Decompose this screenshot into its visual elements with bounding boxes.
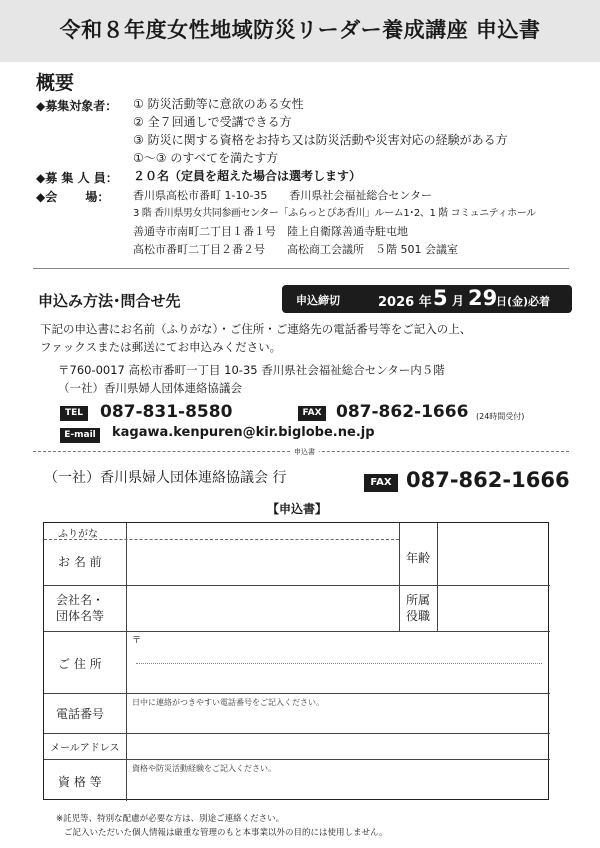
deadline-box <box>282 285 572 313</box>
address-line: 〒760-0017 高松市番町一丁目 10-35 香川県社会福祉総合センター内５階 <box>58 363 445 377</box>
phone-hint: 日中に連絡がつきやすい電話番号をご記入ください。 <box>132 698 324 707</box>
deadline-day-label: 日(金)必着 <box>496 295 551 308</box>
qualification-hint: 資格や防災活動経験をご記入ください。 <box>132 764 276 773</box>
deadline-year: 2026 年 <box>378 295 432 310</box>
grid-line <box>437 523 438 631</box>
venue-line: 3 階 香川県男女共同参画センター「ふらっとぴあ香川」ルーム1･2、1 階 コミュニティホール <box>133 208 536 219</box>
address-label: ご 住 所 <box>58 657 102 671</box>
name-label: お 名 前 <box>58 555 102 569</box>
fax-number: 087-862-1666 <box>336 402 469 422</box>
qualification-input[interactable] <box>128 760 548 800</box>
recipient: （一社）香川県婦人団体連絡協議会 行 <box>44 470 287 486</box>
venue-line: 高松市番町二丁目２番２号 高松商工会議所 ５階 501 会議室 <box>133 243 458 256</box>
deadline-month-label: 月 <box>452 294 465 308</box>
furigana-label: ふりがな <box>58 529 98 540</box>
target-item: ①～③ のすべてを満たす方 <box>133 151 279 165</box>
form-fax-number: 087-862-1666 <box>406 468 570 492</box>
fax-note: (24時間受付) <box>476 412 525 421</box>
phone-label: 電話番号 <box>56 707 105 721</box>
cut-label: 申込書 <box>290 445 319 460</box>
venue-line: 善通寺市南町二丁目１番１号 陸上自衛隊善通寺駐屯地 <box>133 225 408 238</box>
overview-heading: 概要 <box>36 72 75 94</box>
howto-heading: 申込み方法･問合せ先 <box>38 292 181 310</box>
tel-number: 087-831-8580 <box>100 402 233 422</box>
phone-input[interactable] <box>128 694 548 732</box>
company-label: 団体名等 <box>56 609 105 623</box>
position-label: 役職 <box>406 609 431 623</box>
email-input[interactable] <box>128 734 548 758</box>
position-input[interactable] <box>439 586 548 630</box>
email-address[interactable]: kagawa.kenpuren@kir.biglobe.ne.jp <box>112 425 375 440</box>
page-title: 令和８年度女性地域防災リーダー養成講座 申込書 <box>59 18 541 42</box>
deadline-day: 29 <box>468 286 498 310</box>
furigana-input[interactable] <box>128 524 398 538</box>
instruction-line: ファックスまたは郵送にてお申込みください。 <box>40 340 282 354</box>
capacity-value: ２０名（定員を超えた場合は選考します） <box>133 169 362 183</box>
divider <box>33 268 569 269</box>
venue-line: 香川県高松市番町 1-10-35 香川県社会福祉総合センター <box>133 189 432 202</box>
postal-mark: 〒 <box>132 636 142 646</box>
target-item: ③ 防災に関する資格をお持ち又は防災活動や災害対応の経験がある方 <box>133 133 508 147</box>
instruction-line: 下記の申込書にお名前（ふりがな）・ご住所・ご連絡先の電話番号等をご記入の上、 <box>40 322 472 336</box>
company-label: 会社名・ <box>56 593 105 607</box>
fax-badge: FAX <box>298 406 326 421</box>
venue-label: ◆会 場： <box>36 190 110 204</box>
age-input[interactable] <box>439 524 548 584</box>
company-input[interactable] <box>128 586 398 630</box>
address-input[interactable] <box>128 632 548 692</box>
footnote: ご記入いただいた個人情報は厳重な管理のもと本事業以外の目的には使用しません。 <box>64 828 388 838</box>
capacity-label: ◆募 集 人 員： <box>36 171 118 185</box>
qualification-label: 資 格 等 <box>58 775 102 789</box>
email-badge: E-mail <box>60 428 100 443</box>
footnote: ※託児等、特別な配慮が必要な方は、別途ご連絡ください。 <box>56 814 285 824</box>
target-label: ◆募集対象者： <box>36 99 118 113</box>
address-line: （一社）香川県婦人団体連絡協議会 <box>58 381 242 395</box>
target-item: ② 全７回通しで受講できる方 <box>133 115 292 129</box>
deadline-month: 5 <box>433 286 448 310</box>
tel-badge: TEL <box>60 406 88 421</box>
name-input[interactable] <box>128 540 398 584</box>
email-label: メールアドレス <box>50 743 120 754</box>
deadline-label: 申込締切 <box>296 294 340 307</box>
application-form-table <box>43 522 549 800</box>
target-item: ① 防災活動等に意欲のある女性 <box>133 97 304 111</box>
grid-line <box>399 523 400 631</box>
form-fax-badge: FAX <box>364 474 398 492</box>
age-label: 年齢 <box>406 551 431 565</box>
form-title: 【申込書】 <box>267 502 328 516</box>
position-label: 所属 <box>406 593 431 607</box>
